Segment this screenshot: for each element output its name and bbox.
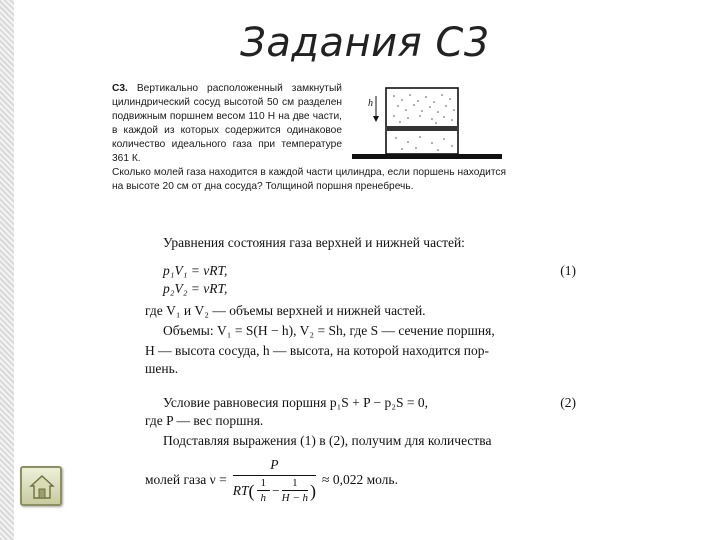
inner-fraction-1-den: h (260, 492, 267, 504)
inner-fraction-1 (257, 477, 271, 504)
volumes-explanation-end: шень. (145, 361, 179, 376)
problem-text-narrow: Вертикально расположенный замкнутый цилиндрический сосуд высотой 50 см разделен подвижным поршнем весом 110 Н на две части, в каждой из которых содержится одинаковое количество идеального газа при температуре 361 К. (112, 83, 342, 165)
slide-title: Задания С3 (240, 20, 490, 66)
inner-fraction-2 (282, 477, 308, 504)
result-value: ≈ 0,022 моль. (322, 472, 398, 487)
equation-2 (163, 280, 227, 298)
equation-1: p₁V₁ = νRT, (163, 263, 228, 278)
inner-fraction-2-num: 1 (282, 477, 308, 491)
inner-fraction-2-den: H − h (281, 492, 309, 504)
result-prefix: молей газа ν = (145, 472, 227, 487)
inner-fraction-1-num: 1 (257, 477, 271, 491)
problem-text (112, 82, 342, 167)
main-fraction-denominator-prefix: RT (232, 482, 249, 498)
substitution-line: Подставляя выражения (1) в (2), получим для количества (163, 433, 492, 448)
volumes-explanation: H — высота сосуда, h — высота, на которой находится пор- (145, 343, 490, 358)
volumes-formula: Объемы: V₁ = S(H − h), V₂ = Sh, где S — сечение поршня, (163, 323, 495, 338)
equation-1-number: (1) (560, 263, 576, 278)
balance-line (163, 394, 578, 412)
equation-1-line (163, 262, 578, 280)
figure-label: h (368, 98, 373, 109)
slide-left-border (0, 0, 14, 540)
solution-intro: Уравнения состояния газа верхней и нижней частей: (163, 235, 465, 250)
home-button[interactable] (20, 466, 62, 506)
cylinder-figure (350, 86, 510, 164)
home-icon (29, 474, 55, 500)
weight-definition: где P — вес поршня. (145, 413, 264, 428)
volumes-definition: где V₁ и V₂ — объемы верхней и нижней частей. (145, 303, 426, 318)
balance-equation: Условие равновесия поршня p₁S + P − p₂S = 0, (163, 395, 428, 410)
problem-text-wide: Сколько молей газа находится в каждой части цилиндра, если поршень находится на высоте 20 см от дна сосуда? Толщиной поршня пренебречь. (112, 167, 506, 193)
equation-2-number: (2) (560, 395, 576, 410)
problem-label: С3. (112, 83, 128, 94)
equation-2-text: p₂V₂ = νRT, (163, 281, 228, 296)
main-fraction: P RT ( $\frac{1}{h}$ − $\frac{1}{H - h}$ ) (232, 457, 317, 504)
main-fraction-numerator: P (270, 457, 279, 472)
result-formula (145, 456, 398, 504)
